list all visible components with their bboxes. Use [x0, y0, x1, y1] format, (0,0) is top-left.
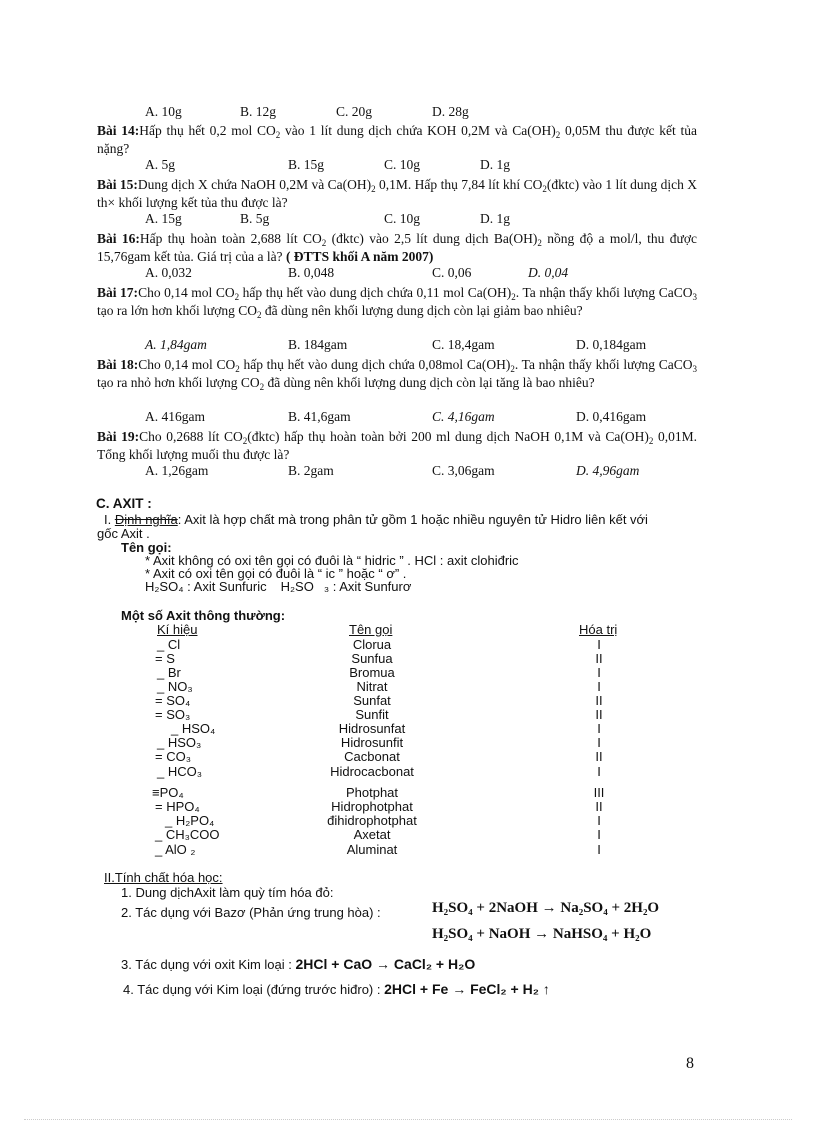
- definition-line: [104, 512, 648, 527]
- subscript: 2: [510, 364, 515, 374]
- question-text: Hấp thụ hết 0,2 mol CO: [139, 123, 276, 138]
- table-cell-valence: I: [597, 842, 601, 857]
- question-number: Bài 15:: [97, 177, 138, 192]
- question-text: 0,1M. Hấp thụ 7,84 lít khí CO: [375, 177, 543, 192]
- question-text: nồng độ a mol/l, thu được 15,76gam kết tủa. Giá trị của a là?: [97, 231, 697, 264]
- q17-option-a: A. 1,84gam: [145, 337, 207, 352]
- q13-option-a: A. 10g: [145, 104, 182, 119]
- q15-option-c: C. 10g: [384, 211, 421, 226]
- question-text: Dung dịch X chứa NaOH 0,2M và Ca(OH): [137, 177, 372, 192]
- question-text: vào 1 lít dung dịch chứa KOH 0,2M và Ca(OH): [280, 123, 556, 138]
- question-text: tạo ra lớn hơn khối lượng CO: [97, 303, 257, 318]
- page-bottom-rule: [24, 1119, 792, 1120]
- question-text: hấp thụ hết vào dung dịch chứa 0,11 mol Ca(OH): [239, 285, 512, 300]
- q19-option-c: C. 3,06gam: [432, 463, 495, 478]
- table-cell-symbol: ≡PO₄: [152, 785, 184, 800]
- q18-option-b: B. 41,6gam: [288, 409, 351, 424]
- subscript: 2: [555, 130, 561, 140]
- q19-option-d: D. 4,96gam: [576, 463, 640, 478]
- naming-example-1: H₂SO₄ : Axit Sunfuric: [145, 579, 267, 594]
- subscript: 2: [537, 238, 542, 248]
- question-15: [97, 176, 697, 212]
- q16-option-a: A. 0,032: [145, 265, 192, 280]
- question-text: hấp thụ hết vào dung dịch chứa 0,08mol Ca(OH): [239, 357, 511, 372]
- property-4-text: 4. Tác dụng với Kim loại (đứng trước hiđro) :: [123, 982, 381, 997]
- question-text: . Ta nhận thấy khối lượng CaCO: [515, 285, 693, 300]
- table-cell-symbol: _ HSO₃: [157, 735, 202, 750]
- question-text: . Ta nhận thấy khối lượng CaCO: [514, 357, 693, 372]
- equation-neutralization-2: H₂SO₄ + NaOH → NaHSO₄ + H₂O: [432, 926, 652, 942]
- question-text: 0,01M. Tổng khối lượng muối thu được là?: [97, 429, 697, 462]
- q15-option-a: A. 15g: [145, 211, 182, 226]
- table-cell-valence: II: [595, 651, 603, 666]
- subscript: 2: [235, 364, 240, 374]
- q17-option-c: C. 18,4gam: [432, 337, 495, 352]
- q16-option-b: B. 0,048: [288, 265, 335, 280]
- table-cell-symbol: _ CH₃COO: [155, 827, 220, 842]
- subscript: 2: [242, 436, 248, 446]
- question-text: Cho 0,14 mol CO: [138, 285, 235, 300]
- table-cell-symbol: _ Cl: [157, 637, 181, 652]
- table-cell-valence: I: [597, 679, 601, 694]
- table-cell-valence: II: [595, 693, 603, 708]
- table-cell-symbol: _ Br: [157, 665, 181, 680]
- subscript: 2: [542, 184, 547, 194]
- subscript: 2: [275, 130, 281, 140]
- property-2: 2. Tác dụng với Bazơ (Phản ứng trung hòa) :: [121, 905, 381, 920]
- q15-option-b: B. 5g: [240, 211, 270, 226]
- question-number: Bài 17:: [97, 285, 139, 300]
- q17-option-d: D. 0,184gam: [576, 337, 647, 352]
- naming-example-2-suffix: ₃ : Axit Sunfurơ: [323, 579, 412, 594]
- table-cell-name: Hidrophotphat: [331, 799, 413, 814]
- table-header-symbol: Kí hiệu: [157, 622, 198, 637]
- q16-option-d: D. 0,04: [528, 265, 569, 280]
- question-number: Bài 18:: [97, 357, 139, 372]
- q18-option-a: A. 416gam: [145, 409, 205, 424]
- table-cell-name: Hidrosunfat: [338, 721, 406, 736]
- question-number: Bài 19:: [97, 429, 140, 444]
- question-number: Bài 14:: [97, 123, 140, 138]
- table-cell-name: Aluminat: [346, 842, 398, 857]
- table-cell-symbol: = SO₃: [155, 707, 191, 722]
- table-cell-valence: I: [597, 827, 601, 842]
- table-cell-symbol: _ AlO ₂: [155, 842, 196, 857]
- table-cell-name: Nitrat: [356, 679, 388, 694]
- table-cell-valence: III: [593, 785, 605, 800]
- table-cell-symbol: _ HSO₄: [171, 721, 216, 736]
- subscript: 2: [234, 292, 240, 302]
- table-cell-name: Sunfua: [351, 651, 393, 666]
- q18-option-d: D. 0,416gam: [576, 409, 647, 424]
- table-cell-valence: I: [597, 735, 601, 750]
- question-14: [97, 122, 697, 158]
- naming-rule-1: * Axit không có oxi tên gọi có đuôi là “ hidric ” . HCl : axit clohiđric: [145, 553, 519, 568]
- question-text: đã dùng nên khối lượng dung dịch còn lại tăng là bao nhiêu?: [264, 375, 595, 390]
- table-cell-valence: II: [595, 749, 603, 764]
- table-cell-name: Sunfit: [355, 707, 389, 722]
- table-cell-valence: I: [597, 721, 601, 736]
- question-text: Cho 0,2688 lít CO: [139, 429, 243, 444]
- subscript: 3: [692, 364, 697, 374]
- q17-option-b: B. 184gam: [288, 337, 348, 352]
- table-cell-valence: I: [597, 813, 601, 828]
- table-cell-name: Cacbonat: [344, 749, 400, 764]
- definition-label: Định nghĩa: [114, 512, 178, 527]
- question-text: tạo ra nhỏ hơn khối lượng CO: [97, 375, 260, 390]
- table-cell-symbol: _ HCO₃: [157, 764, 203, 779]
- table-cell-name: đihidrophotphat: [327, 813, 417, 828]
- table-cell-symbol: = CO₃: [155, 749, 191, 764]
- property-4: [123, 981, 550, 997]
- page-number: 8: [686, 1055, 694, 1072]
- table-cell-valence: II: [595, 799, 603, 814]
- definition-number: I.: [104, 512, 115, 527]
- q14-option-d: D. 1g: [480, 157, 510, 172]
- section-heading: C. AXIT :: [96, 496, 152, 511]
- q18-option-c: C. 4,16gam: [432, 409, 495, 424]
- question-text: Hấp thụ hoàn toàn 2,688 lít CO: [139, 231, 322, 246]
- q14-option-c: C. 10g: [384, 157, 421, 172]
- subscript: 2: [511, 292, 516, 302]
- property-3-text: 3. Tác dụng với oxit Kim loại :: [121, 957, 292, 972]
- q13-option-b: B. 12g: [240, 104, 277, 119]
- table-cell-symbol: = S: [155, 651, 175, 666]
- table-cell-name: Photphat: [345, 785, 399, 800]
- table-cell-name: Bromua: [349, 665, 395, 680]
- subscript: 2: [259, 382, 265, 392]
- question-18: [97, 356, 697, 392]
- table-header-valence: Hóa trị: [579, 622, 618, 637]
- table-cell-name: Clorua: [352, 637, 392, 652]
- table-cell-symbol: = SO₄: [155, 693, 191, 708]
- subscript: 2: [371, 184, 376, 194]
- names-heading: Tên gọi:: [121, 540, 172, 555]
- table-cell-valence: I: [597, 637, 601, 652]
- definition-text-cont: gốc Axit .: [97, 526, 150, 541]
- table-cell-name: Axetat: [353, 827, 391, 842]
- q16-option-c: C. 0,06: [432, 265, 472, 280]
- table-cell-valence: II: [595, 707, 603, 722]
- question-text: (đktc) vào 2,5 lít dung dịch Ba(OH): [326, 231, 538, 246]
- question-17: [97, 284, 697, 320]
- q13-option-c: C. 20g: [336, 104, 373, 119]
- table-cell-name: Hidrosunfit: [340, 735, 404, 750]
- table-cell-name: Sunfat: [353, 693, 391, 708]
- equation-neutralization-1: H₂SO₄ + 2NaOH → Na₂SO₄ + 2H₂O: [432, 900, 660, 916]
- table-cell-valence: I: [597, 764, 601, 779]
- q19-option-b: B. 2gam: [288, 463, 334, 478]
- question-source: ( ĐTTS khối A năm 2007): [285, 249, 434, 264]
- question-text: Cho 0,14 mol CO: [138, 357, 236, 372]
- question-16: [97, 230, 697, 266]
- table-cell-symbol: _ NO₃: [157, 679, 193, 694]
- table-cell-symbol: _ H₂PO₄: [165, 813, 215, 828]
- naming-example-2: H₂SO: [280, 579, 314, 594]
- question-number: Bài 16:: [97, 231, 140, 246]
- properties-heading: II.Tính chất hóa học:: [104, 870, 223, 885]
- q13-option-d: D. 28g: [432, 104, 469, 119]
- definition-text: : Axit là hợp chất mà trong phân tử gồm 1 hoặc nhiều nguyên tử Hidro liên kết với: [177, 512, 648, 527]
- question-text: 0,05M thu được kết tủa nặng?: [97, 123, 697, 156]
- acid-table-title: Một số Axit thông thường:: [121, 608, 286, 623]
- equation-metal: 2HCl + Fe → FeCl₂ + H₂ ↑: [384, 981, 550, 997]
- q14-option-a: A. 5g: [145, 157, 175, 172]
- q19-option-a: A. 1,26gam: [145, 463, 209, 478]
- question-text: đã dùng nên khối lượng dung dịch còn lại giảm bao nhiêu?: [261, 303, 583, 318]
- subscript: 2: [321, 238, 327, 248]
- question-text: (đktc) hấp thụ hoàn toàn bởi 200 ml dung dịch NaOH 0,1M và Ca(OH): [247, 429, 649, 444]
- property-3: [121, 956, 475, 972]
- subscript: 2: [256, 310, 262, 320]
- q14-option-b: B. 15g: [288, 157, 325, 172]
- table-header-name: Tên gọi: [349, 622, 393, 637]
- naming-example: [145, 579, 411, 594]
- question-text: (đktc) vào 1 lít dung dịch X th× khối lượng kết tủa thu được là?: [97, 177, 697, 210]
- equation-oxide: 2HCl + CaO → CaCl₂ + H₂O: [295, 956, 476, 972]
- table-cell-symbol: = HPO₄: [155, 799, 200, 814]
- subscript: 2: [648, 436, 654, 446]
- table-cell-name: Hidrocacbonat: [330, 764, 414, 779]
- question-19: [97, 428, 697, 464]
- property-1: 1. Dung dịchAxit làm quỳ tím hóa đỏ:: [121, 885, 334, 900]
- table-cell-valence: I: [597, 665, 601, 680]
- q15-option-d: D. 1g: [480, 211, 510, 226]
- subscript: 3: [692, 292, 697, 302]
- naming-rule-2: * Axit có oxi tên gọi có đuôi là “ ic ” hoặc “ ơ” .: [145, 566, 407, 581]
